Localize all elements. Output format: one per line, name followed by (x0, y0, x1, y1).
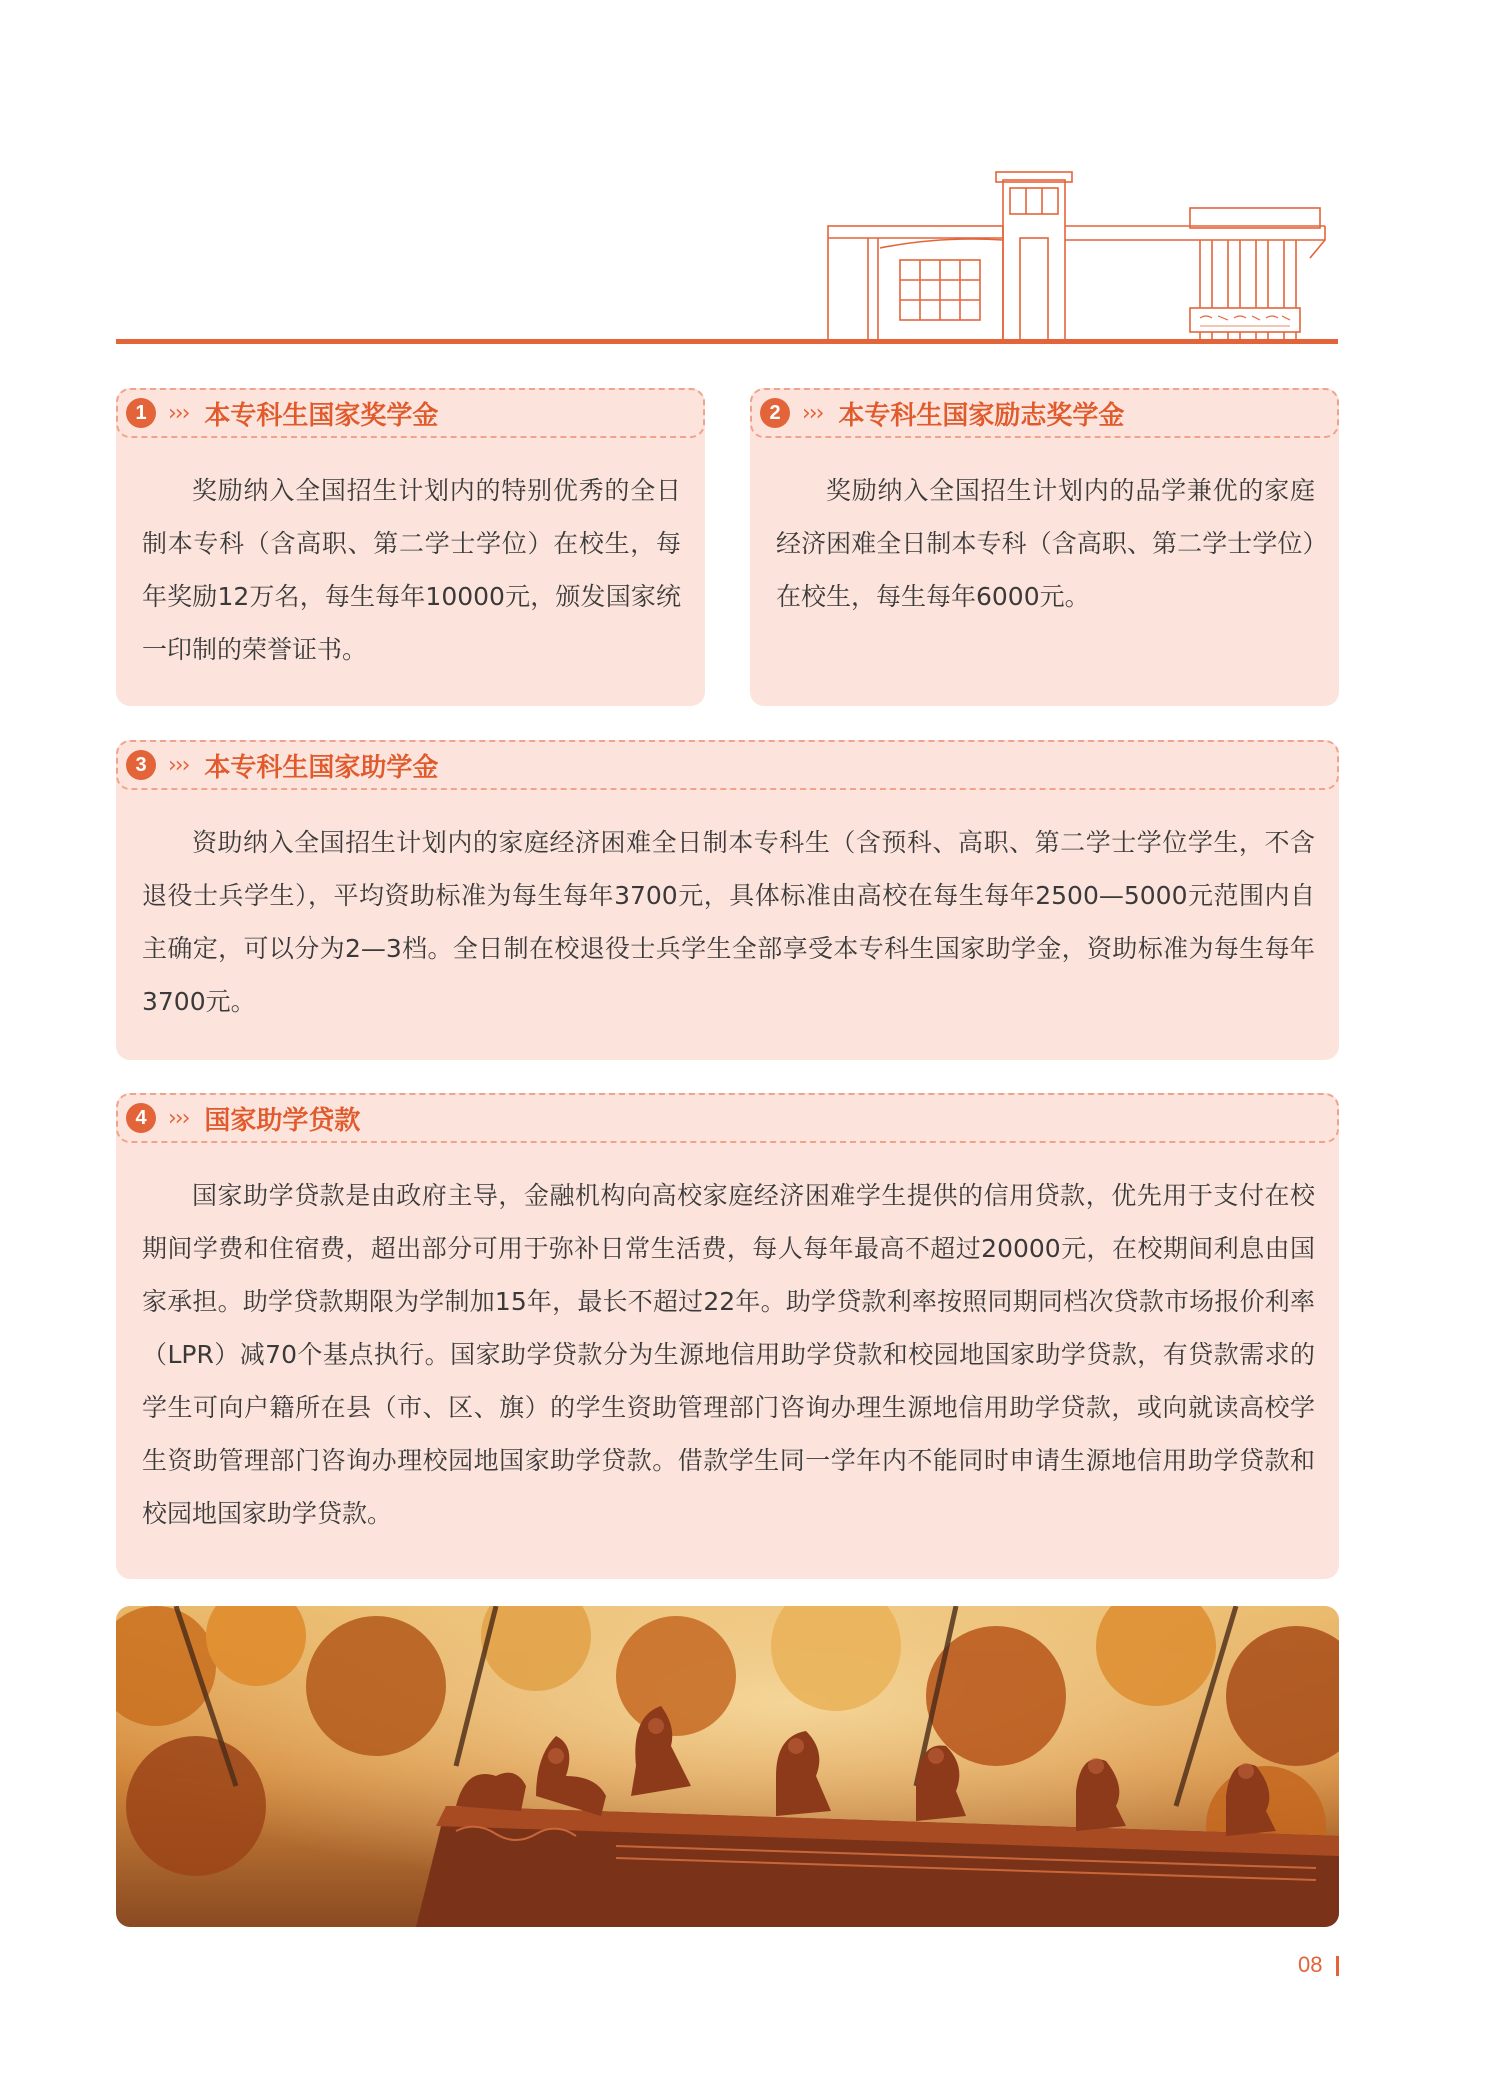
chevrons-icon: ››› (168, 1105, 189, 1131)
section-header (116, 1093, 1339, 1143)
section-title: 本专科生国家奖学金 (204, 400, 439, 431)
section-title: 本专科生国家助学金 (204, 752, 439, 783)
section-body: 资助纳入全国招生计划内的家庭经济困难全日制本专科生（含预科、高职、第二学士学位学生，不含退役士兵学生），平均资助标准为每生每年3700元，具体标准由高校在每生每年2500—5000元范围内自主确定，可以分为2—3档。全日制在校退役士兵学生全部享受本专科生国家助学金，资助标准为每生每年3700元。 (142, 828, 1315, 1016)
section-card-encouragement-scholarship (750, 388, 1339, 706)
header-divider (116, 339, 1338, 344)
page-number-bar (1336, 1956, 1339, 1976)
page-number: 08 (1298, 1952, 1323, 1977)
section-number-badge: 2 (760, 398, 790, 428)
section-header (116, 388, 705, 438)
section-title: 国家助学贷款 (204, 1105, 361, 1136)
section-header (116, 740, 1339, 790)
section-card-national-grant (116, 740, 1339, 1060)
section-body: 奖励纳入全国招生计划内的特别优秀的全日制本专科（含高职、第二学士学位）在校生，每年奖励12万名，每生每年10000元，颁发国家统一印制的荣誉证书。 (142, 476, 681, 664)
section-body: 国家助学贷款是由政府主导，金融机构向高校家庭经济困难学生提供的信用贷款，优先用于支付在校期间学费和住宿费，超出部分可用于弥补日常生活费，每人每年最高不超过20000元，在校期间利息由国家承担。助学贷款期限为学制加15年，最长不超过22年。助学贷款利率按照同期同档次贷款市场报价利率（LPR）减70个基点执行。国家助学贷款分为生源地信用助学贷款和校园地国家助学贷款，有贷款需求的学生可向户籍所在县（市、区、旗）的学生资助管理部门咨询办理生源地信用助学贷款，或向就读高校学生资助管理部门咨询办理校园地国家助学贷款。借款学生同一学年内不能同时申请生源地信用助学贷款和校园地国家助学贷款。 (142, 1181, 1315, 1528)
chevrons-icon: ››› (168, 400, 189, 426)
section-number-badge: 1 (126, 398, 156, 428)
chevrons-icon: ››› (168, 752, 189, 778)
section-card-national-scholarship (116, 388, 705, 706)
section-number-badge: 3 (126, 750, 156, 780)
section-card-student-loan (116, 1093, 1339, 1579)
section-body: 奖励纳入全国招生计划内的品学兼优的家庭经济困难全日制本专科（含高职、第二学士学位）在校生，每生每年6000元。 (776, 476, 1315, 611)
section-number-badge: 4 (126, 1103, 156, 1133)
section-header (750, 388, 1339, 438)
section-title: 本专科生国家励志奖学金 (838, 400, 1125, 431)
campus-gate-illustration-icon (820, 168, 1340, 344)
autumn-roof-photo-icon (116, 1606, 1339, 1927)
chevrons-icon: ››› (802, 400, 823, 426)
